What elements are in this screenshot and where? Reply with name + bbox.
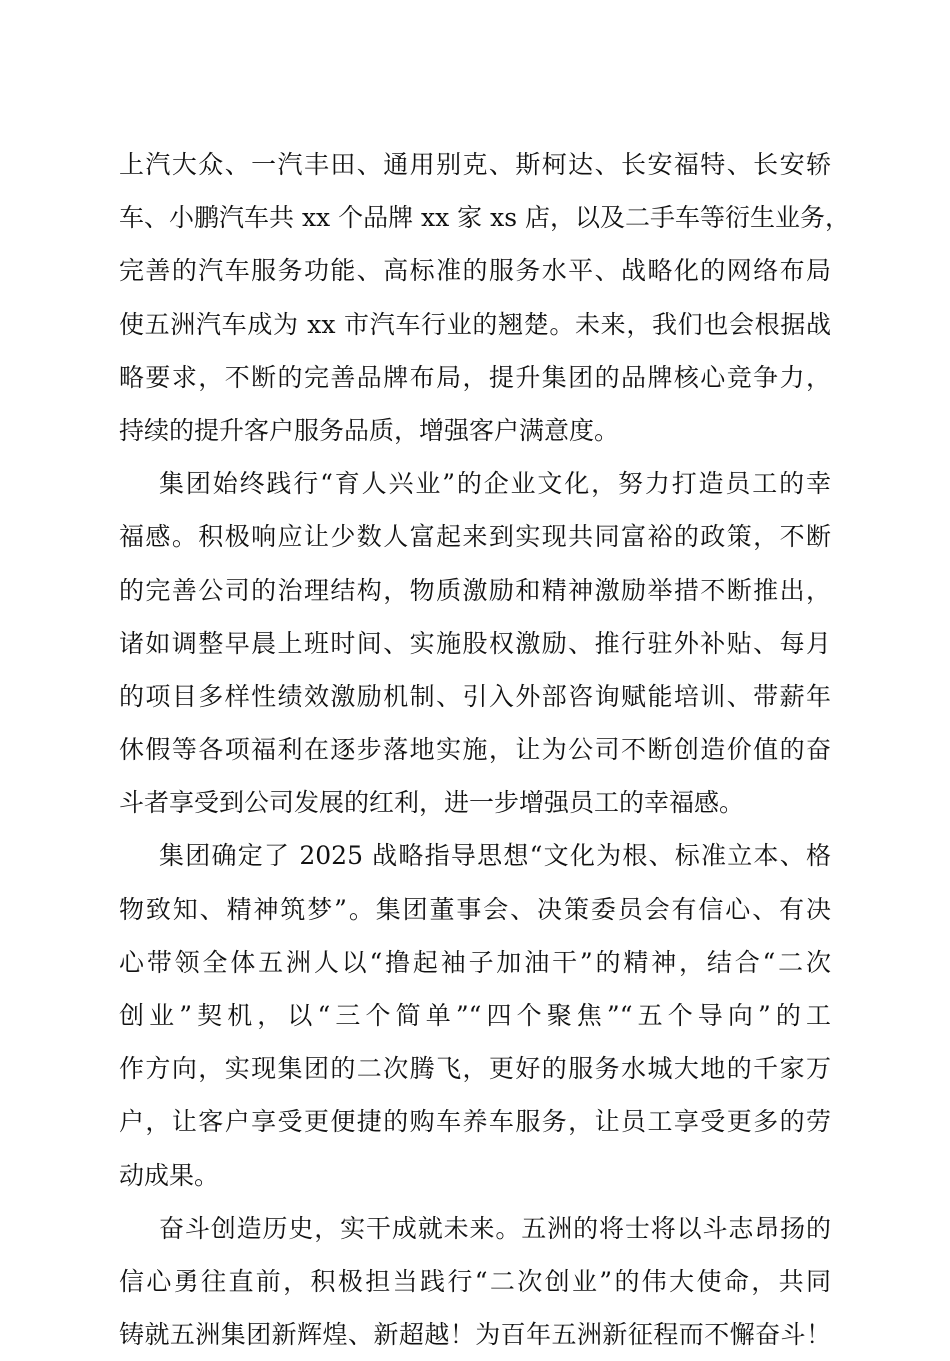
document-body xyxy=(119,138,851,1361)
text-line: 诸如调整早晨上班时间、实施股权激励、推行驻外补贴、每月 xyxy=(119,628,831,658)
text-line: 的项目多样性绩效激励机制、引入外部咨询赋能培训、带薪年 xyxy=(119,681,831,711)
paragraph-2 xyxy=(119,457,831,829)
text-line: 作方向，实现集团的二次腾飞，更好的服务水城大地的千家万 xyxy=(119,1054,831,1084)
text-line: 车、小鹏汽车共 xx 个品牌 xx 家 xs 店，以及二手车等衍生业务， xyxy=(119,203,851,233)
text-line: 铸就五洲集团新辉煌、新超越！为百年五洲新征程而不懈奋斗！ xyxy=(119,1320,831,1350)
text-line: 福感。积极响应让少数人富起来到实现共同富裕的政策，不断 xyxy=(119,522,831,552)
text-line: 动成果。 xyxy=(119,1160,220,1190)
text-line: 户，让客户享受更便捷的购车养车服务，让员工享受更多的劳 xyxy=(119,1107,831,1137)
text-line: 创业”契机，以“三个简单”“四个聚焦”“五个导向”的工 xyxy=(119,1001,831,1030)
text-line: 心带领全体五洲人以“撸起袖子加油干”的精神，结合“二次 xyxy=(119,947,831,977)
text-line: 斗者享受到公司发展的红利，进一步增强员工的幸福感。 xyxy=(119,788,745,818)
text-line: 的完善公司的治理结构，物质激励和精神激励举措不断推出， xyxy=(119,575,831,605)
text-line: 信心勇往直前，积极担当践行“二次创业”的伟大使命，共同 xyxy=(119,1266,831,1296)
text-line: 使五洲汽车成为 xx 市汽车行业的翘楚。未来，我们也会根据战 xyxy=(119,309,831,339)
text-line: 物致知、精神筑梦”。集团董事会、决策委员会有信心、有决 xyxy=(119,894,831,924)
paragraph-1 xyxy=(119,138,851,457)
paragraph-4 xyxy=(119,1202,831,1361)
text-line: 集团始终践行“育人兴业”的企业文化，努力打造员工的幸 xyxy=(159,469,831,499)
text-line: 休假等各项福利在逐步落地实施，让为公司不断创造价值的奋 xyxy=(119,735,831,765)
text-line: 奋斗创造历史，实干成就未来。五洲的将士将以斗志昂扬的 xyxy=(159,1213,831,1243)
text-line: 集团确定了 2025 战略指导思想“文化为根、标准立本、格 xyxy=(159,841,831,871)
paragraph-3 xyxy=(119,829,831,1201)
text-line: 上汽大众、一汽丰田、通用别克、斯柯达、长安福特、长安轿 xyxy=(119,150,831,179)
text-line: 持续的提升客户服务品质，增强客户满意度。 xyxy=(119,415,620,445)
text-line: 完善的汽车服务功能、高标准的服务水平、战略化的网络布局 xyxy=(119,256,831,286)
text-line: 略要求，不断的完善品牌布局，提升集团的品牌核心竞争力， xyxy=(119,362,831,392)
